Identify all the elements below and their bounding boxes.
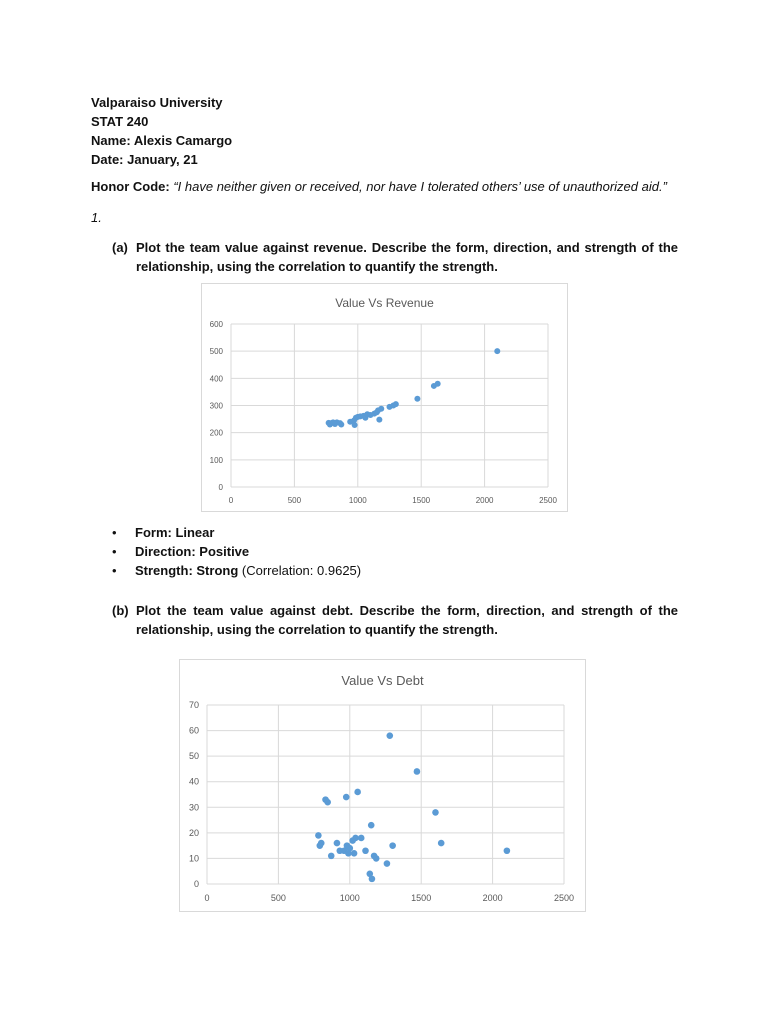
value-vs-revenue-chart	[201, 283, 568, 512]
answer-strength-detail: (Correlation: 0.9625)	[238, 563, 362, 578]
data-point	[351, 850, 358, 857]
data-point	[362, 847, 369, 854]
part-b-label: (b)	[112, 603, 129, 618]
honor-code	[91, 179, 667, 194]
part-a-label: (a)	[112, 240, 128, 255]
date-line: Date: January, 21	[91, 152, 198, 167]
part-a-prompt	[112, 238, 678, 276]
bullet-marker: •	[112, 544, 117, 559]
y-tick-label: 0	[193, 879, 199, 889]
x-tick-label: 2000	[482, 893, 503, 903]
data-point	[504, 847, 511, 854]
y-tick-label: 600	[209, 320, 223, 329]
bullet-marker: •	[112, 563, 117, 578]
chart-title: Value Vs Revenue	[335, 296, 434, 310]
x-tick-label: 1500	[411, 893, 432, 903]
y-tick-label: 200	[209, 428, 223, 438]
x-tick-label: 2500	[553, 893, 575, 903]
data-point	[376, 417, 382, 423]
data-point	[315, 832, 322, 839]
x-tick-label: 1500	[412, 496, 431, 505]
data-point	[393, 401, 399, 407]
data-point	[338, 422, 344, 428]
y-tick-label: 50	[188, 751, 199, 762]
value-vs-revenue-plot	[202, 284, 567, 511]
x-tick-label: 0	[204, 893, 210, 903]
honor-code-text: “I have neither given or received, nor have I tolerated others’ use of unauthorized aid.”	[173, 179, 667, 194]
data-point	[358, 835, 365, 842]
y-tick-label: 70	[188, 700, 199, 710]
y-tick-label: 40	[188, 776, 199, 787]
x-tick-label: 1000	[339, 893, 360, 903]
data-point	[352, 422, 358, 428]
data-point	[414, 396, 420, 402]
bullet-marker: •	[112, 525, 117, 540]
course-line: STAT 240	[91, 114, 149, 129]
data-point	[414, 768, 421, 775]
x-tick-label: 1000	[348, 496, 367, 505]
answer-direction-label: Direction: Positive	[135, 544, 250, 559]
data-point	[378, 406, 384, 412]
chart-title: Value Vs Debt	[341, 673, 424, 688]
data-point	[494, 348, 500, 354]
y-tick-label: 500	[209, 347, 223, 357]
data-point	[318, 840, 325, 847]
data-point	[352, 835, 359, 842]
data-point	[432, 809, 439, 816]
y-tick-label: 10	[188, 853, 199, 864]
data-point	[334, 840, 341, 847]
data-point	[347, 845, 354, 852]
y-tick-label: 20	[188, 827, 199, 838]
x-tick-label: 2000	[475, 496, 494, 505]
data-point	[435, 381, 441, 387]
y-tick-label: 60	[188, 725, 199, 736]
y-tick-label: 300	[209, 401, 223, 411]
honor-code-label: Honor Code:	[91, 179, 170, 194]
answer-strength-label: Strength: Strong	[135, 563, 239, 578]
data-point	[369, 876, 376, 883]
value-vs-debt-chart	[179, 659, 586, 912]
x-tick-label: 500	[287, 496, 302, 505]
part-a-text: Plot the team value against revenue. Describe the form, direction, and strength of the relationship, using the correlation to quantify the strength.	[136, 240, 678, 274]
y-tick-label: 400	[209, 374, 223, 384]
data-point	[324, 799, 331, 806]
student-name-line: Name: Alexis Camargo	[91, 133, 233, 148]
data-point	[373, 855, 380, 862]
data-point	[354, 789, 361, 796]
answer-form-label: Form: Linear	[135, 525, 215, 540]
part-b-prompt	[112, 601, 678, 639]
data-point	[343, 794, 350, 801]
data-point	[384, 860, 391, 867]
data-point	[328, 853, 335, 860]
question-number: 1.	[91, 210, 102, 225]
x-tick-label: 0	[228, 496, 234, 505]
y-tick-label: 100	[209, 455, 223, 465]
part-b-text: Plot the team value against debt. Describe the form, direction, and strength of the relationship, using the correlation to quantify the strength.	[136, 603, 678, 637]
university-line: Valparaiso University	[91, 95, 223, 110]
data-point	[368, 822, 375, 829]
data-point	[386, 732, 393, 739]
value-vs-debt-plot	[180, 660, 585, 911]
x-tick-label: 2500	[539, 496, 557, 505]
y-tick-label: 0	[218, 483, 223, 492]
x-tick-label: 500	[270, 893, 286, 903]
data-point	[438, 840, 445, 847]
y-tick-label: 30	[188, 802, 199, 813]
data-point	[389, 842, 396, 849]
